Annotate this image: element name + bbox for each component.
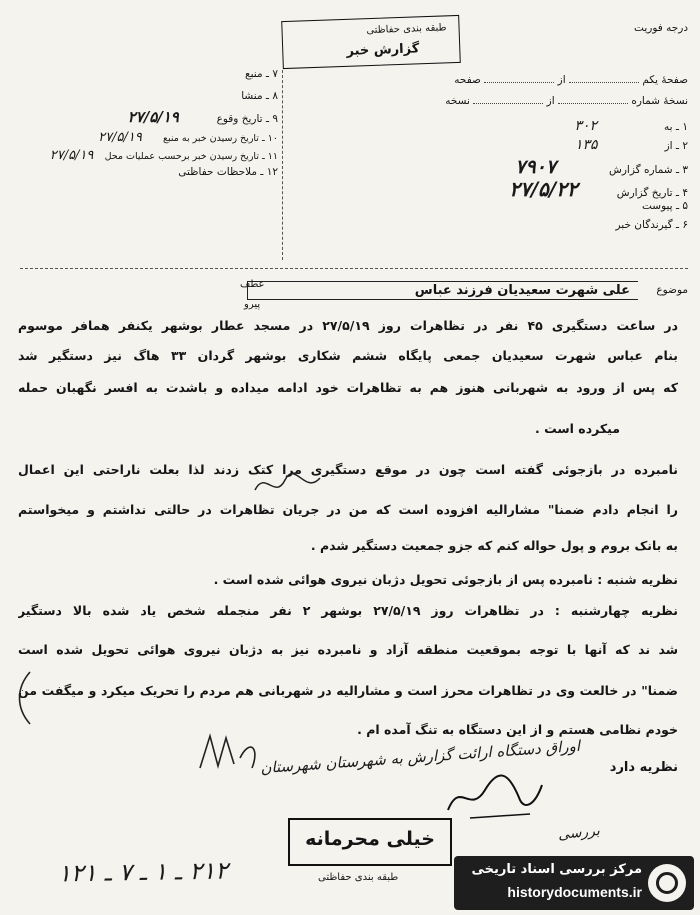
body-line: میکرده است . <box>535 421 620 436</box>
field-report-date: ۴ ـ تاریخ گزارش ۲۷/۵/۲۲ <box>509 177 688 201</box>
field-to: ۱ ـ به ۳۰۲ <box>574 118 688 134</box>
copy-suffix-label: نسخه <box>445 95 470 107</box>
handwritten-initials-icon <box>190 728 270 778</box>
body-line: نظریه شنبه : نامبرده پس از بازجوئی تحویل دژبان نیروی هوائی شده است . <box>213 572 678 587</box>
priority-label: درجه فوریت <box>634 22 688 34</box>
field-report-number: ۳ ـ شماره گزارش ۷۹۰۷ <box>515 156 688 178</box>
classification-label: طبقه بندی حفاظتی <box>366 22 447 37</box>
margin-bracket-icon <box>8 668 38 728</box>
form-title: گزارش خبر <box>346 41 420 59</box>
signature-icon <box>440 770 550 825</box>
subject-row <box>656 284 688 296</box>
body-line: خودم نظامی هستم و از این دستگاه به تنگ آمده ام . <box>357 722 678 737</box>
field-recipients: ۶ ـ گیرندگان خبر <box>615 219 688 231</box>
archive-number: ۲۱۲ ـ ۱ ـ ۷ ـ ۱۲۱ <box>57 856 229 888</box>
body-line: نظریه چهارشنبه : در تظاهرات روز ۲۷/۵/۱۹ بوشهر ۲ نفر منجمله شخص یاد شده بالا دستگیر <box>18 603 678 618</box>
opinion-label: نظریه دارد <box>609 760 678 775</box>
field-operation-received-date: ۱۱ ـ تاریخ رسیدن خبر برحسب عملیات محل ۲۷/۵/۱۹ <box>49 148 278 163</box>
body-line: که پس از ورود به شهربانی هنوز هم به تظاهرات خود ادامه میداده و باشدت به افسر نگهبان حمله <box>18 380 678 395</box>
watermark-badge <box>454 856 694 910</box>
scribble-mark-icon <box>250 470 330 500</box>
field-from: ۲ ـ از ۱۳۵ <box>574 137 688 153</box>
secret-stamp <box>288 818 452 866</box>
body-line: بنام عباس شهرت سعیدیان جمعی پایگاه ششم شکاری بوشهر گردان ۳۳ هاگ نیز دستگیر شد <box>18 348 678 363</box>
watermark-url: historydocuments.ir <box>507 884 642 900</box>
subject-value: علی شهرت سعیدیان فرزند عباس <box>247 281 638 300</box>
copy-from-label: از <box>546 95 555 107</box>
subject-side-note-2: پیرو <box>244 299 261 310</box>
secret-stamp-text: خیلی محرمانه <box>305 828 435 850</box>
form-title-box <box>281 15 461 69</box>
field-security-notes: ۱۲ ـ ملاحظات حفاظتی <box>178 166 278 178</box>
opinion-handwritten: اوراق دستگاه ارائت گزارش به شهرستان شهرستان <box>259 736 581 778</box>
field-attachment: ۵ ـ پیوست <box>641 200 688 212</box>
field-origin: ۸ ـ منشا <box>241 90 278 102</box>
body-line: نامبرده در بازجوئی گفته است چون در موقع دستگیری مرا کتک زدند لذا بعلت ناراحتی این اعمال <box>18 462 678 477</box>
fields-left <box>10 68 278 184</box>
field-source: ۷ ـ منبع <box>245 68 278 80</box>
body-line: به بانک بروم و پول حواله کنم که جزو جمعیت دستگیر شدم . <box>310 538 678 553</box>
body-line: شد ند که آنها با توجه بموقعیت منطقه آزاد و نامبرده نیز به دژبان نیروی هوائی تحویل شده است <box>18 642 678 657</box>
signature-text: بررسی <box>557 822 601 844</box>
page-suffix-label: صفحه <box>454 74 481 86</box>
page-number-row <box>454 74 688 86</box>
fields-right <box>388 118 688 238</box>
body-line: را انجام دادم ضمنا" مشارالیه افزوده است که من در جریان تظاهرات در حالتی نداشتم و میخواستم <box>18 502 678 517</box>
page-no-label: صفحهٔ یکم <box>642 74 688 86</box>
subject-label: موضوع <box>656 284 688 296</box>
archive-logo-icon <box>648 864 686 902</box>
page-from-label: از <box>557 74 566 86</box>
field-occurrence-date: ۹ ـ تاریخ وقوع ۲۷/۵/۱۹ <box>127 108 278 126</box>
watermark-org: مرکز بررسی اسناد تاریخی <box>471 862 642 877</box>
header-separator <box>282 70 283 260</box>
copy-label: نسخهٔ شماره <box>631 95 688 107</box>
stamp-caption: طبقه بندی حفاظتی <box>318 872 399 883</box>
body-line: در ساعت دستگیری ۴۵ نفر در تظاهرات روز ۲۷/۵/۱۹ در مسجد عطار بوشهر یکنفر همافر موسوم <box>18 318 678 333</box>
field-source-received-date: ۱۰ ـ تاریخ رسیدن خبر به منبع ۲۷/۵/۱۹ <box>98 130 278 145</box>
copy-number-row <box>445 95 688 107</box>
body-line: ضمنا" در خالعت وی در تظاهرات محرز است و مشارالیه در شهربانی هم مردم را تحریک میکرد و میگفت من <box>18 683 678 698</box>
subject-side-note-1: عطف <box>240 279 265 290</box>
header-rule <box>20 268 688 269</box>
